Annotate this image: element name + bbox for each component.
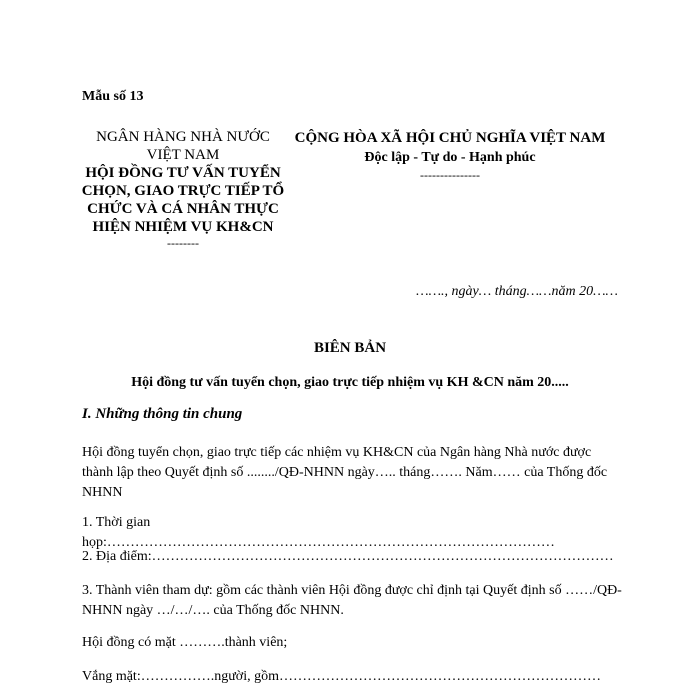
- national-title: CỘNG HÒA XÃ HỘI CHỦ NGHĨA VIỆT NAM: [294, 130, 606, 146]
- meeting-place-line: 2. Địa điểm:………………………………………………………………………………………: [82, 549, 614, 564]
- date-line: ……., ngày… tháng……năm 20……: [416, 284, 618, 299]
- meeting-time-line: 1. Thời gian họp:……………………………………………………………………………………: [82, 515, 555, 550]
- section-heading: I. Những thông tin chung: [82, 406, 243, 422]
- members-paragraph: 3. Thành viên tham dự: gồm các thành viên Hội đồng được chỉ định tại Quyết định số ……/QĐ-NHNN ngày …/…/…. của Thống đốc NHNN.: [82, 583, 622, 618]
- form-number: Mẫu số 13: [82, 89, 144, 104]
- present-line: Hội đồng có mặt ……….thành viên;: [82, 635, 288, 650]
- national-header: [292, 128, 608, 182]
- intro-paragraph: Hội đồng tuyển chọn, giao trực tiếp các nhiệm vụ KH&CN của Ngân hàng Nhà nước được thành lập theo Quyết định số ......../QĐ-NHNN ngày….. tháng……. Năm…… của Thống đốc NHNN: [82, 445, 608, 500]
- national-divider: ---------------: [420, 168, 480, 182]
- issuer-header: [80, 128, 286, 250]
- issuer-org: NGÂN HÀNG NHÀ NƯỚC VIỆT NAM: [96, 129, 270, 163]
- issuer-divider: --------: [167, 236, 199, 250]
- document-subtitle: Hội đồng tư vấn tuyển chọn, giao trực tiếp nhiệm vụ KH &CN năm 20.....: [131, 375, 569, 390]
- document-title: BIÊN BẢN: [313, 340, 387, 356]
- national-motto: Độc lập - Tự do - Hạnh phúc: [364, 150, 536, 165]
- absent-line: Vắng mặt:…………….người, gồm……………………………………………………………: [82, 669, 601, 684]
- issuer-council: HỘI ĐỒNG TƯ VẤN TUYỂN CHỌN, GIAO TRỰC TIẾP TỔ CHỨC VÀ CÁ NHÂN THỰC HIỆN NHIỆM VỤ KH&CN: [81, 165, 285, 235]
